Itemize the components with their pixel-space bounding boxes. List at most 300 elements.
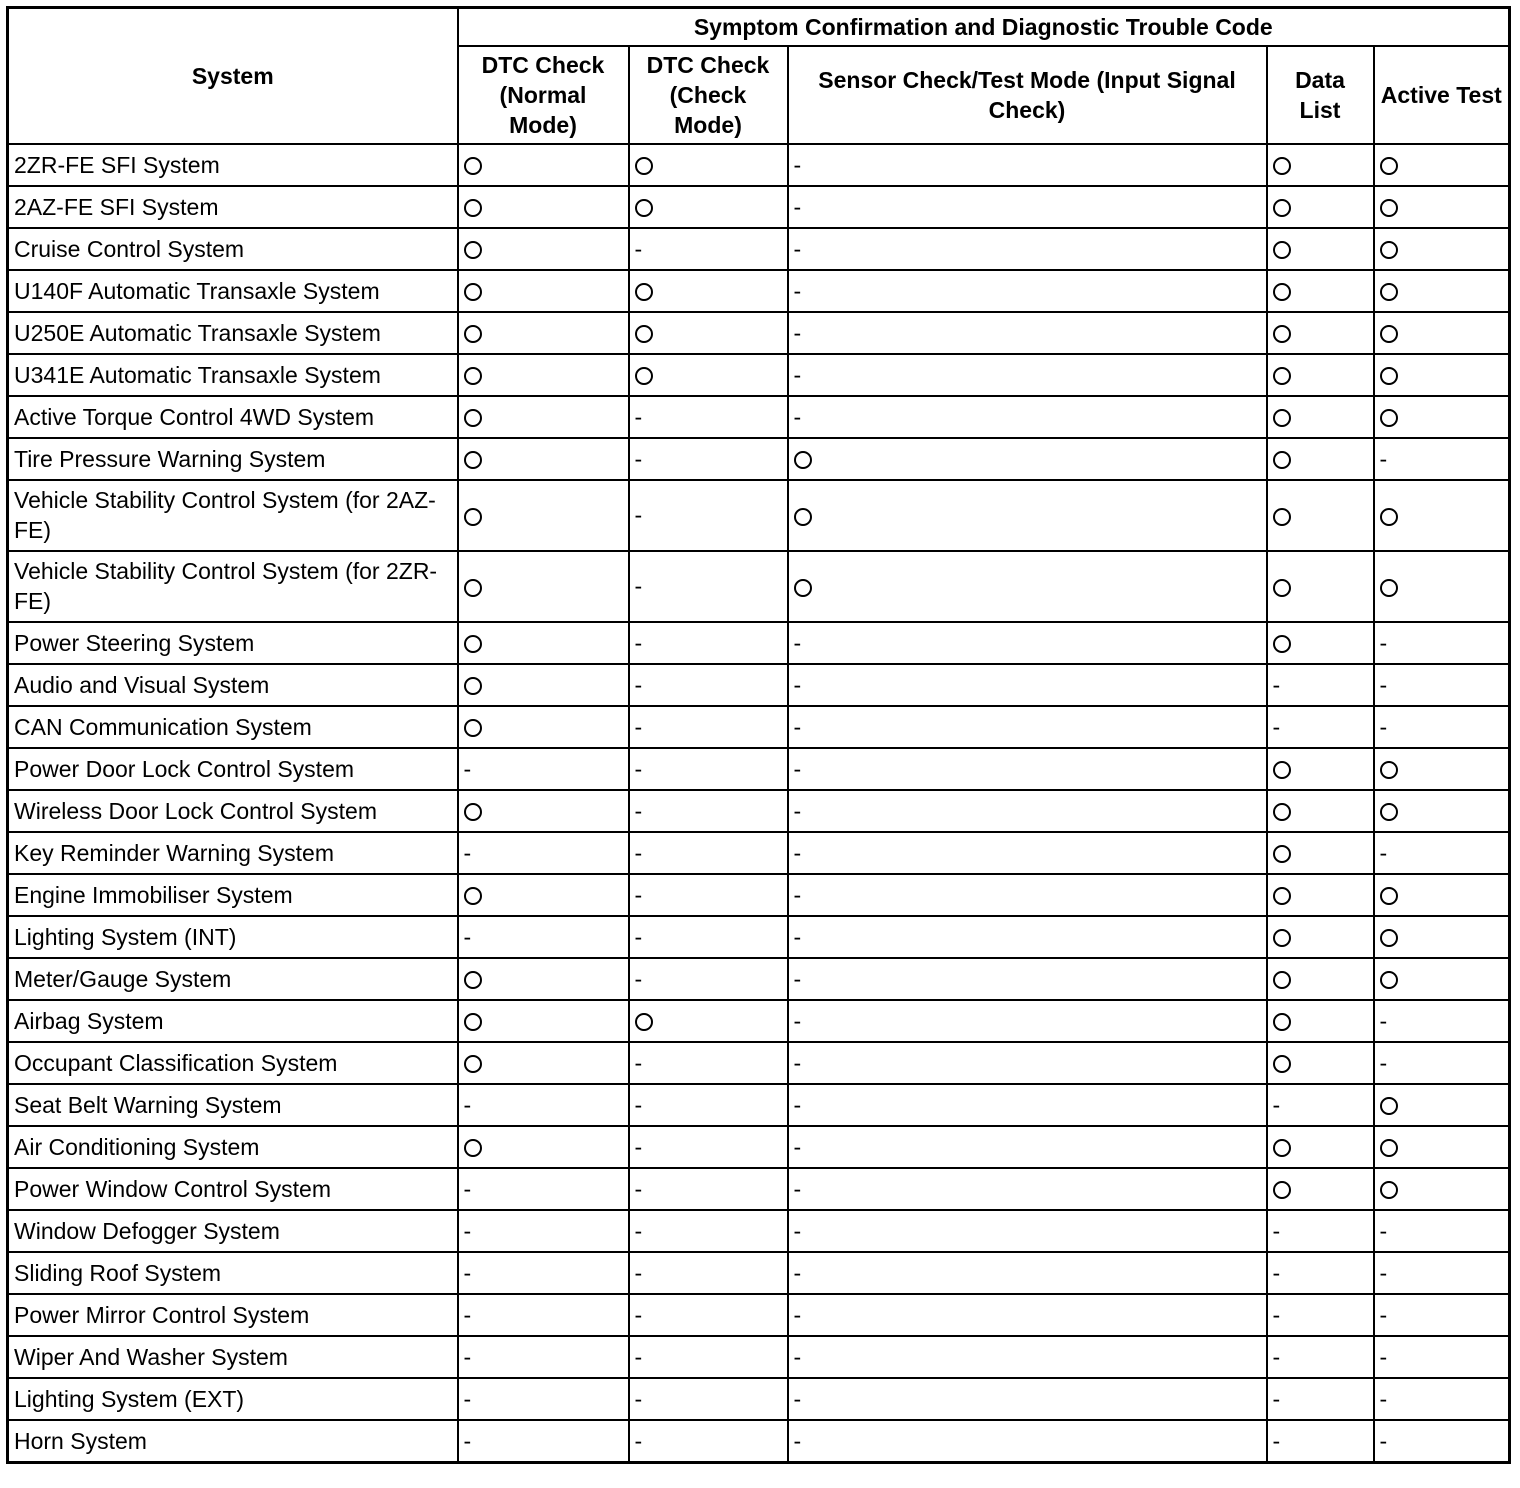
dtc-normal-mode-cell	[458, 1126, 629, 1168]
active-test-cell	[1374, 144, 1510, 186]
system-name-cell: 2AZ-FE SFI System	[8, 186, 458, 228]
table-row	[8, 1252, 1510, 1294]
circle-mark-icon	[1273, 1013, 1291, 1031]
data-list-cell	[1267, 1000, 1374, 1042]
dash-mark: -	[793, 1259, 802, 1286]
system-name-cell: Wireless Door Lock Control System	[8, 790, 458, 832]
dash-mark: -	[793, 1427, 802, 1454]
dtc-normal-mode-cell	[458, 438, 629, 480]
circle-mark-icon	[464, 283, 482, 301]
system-name-cell: Tire Pressure Warning System	[8, 438, 458, 480]
dash-mark: -	[1379, 1301, 1388, 1328]
data-list-cell	[1267, 1378, 1374, 1420]
dash-mark: -	[793, 965, 802, 992]
dash-mark: -	[463, 1427, 472, 1454]
circle-mark-icon	[464, 508, 482, 526]
dash-mark: -	[793, 1133, 802, 1160]
dash-mark: -	[793, 1049, 802, 1076]
dash-mark: -	[634, 839, 643, 866]
circle-mark-icon	[635, 367, 653, 385]
data-list-cell	[1267, 748, 1374, 790]
table-row	[8, 480, 1510, 551]
active-test-cell	[1374, 551, 1510, 622]
dtc-check-mode-cell	[629, 1042, 788, 1084]
data-list-header: Data List	[1267, 46, 1374, 144]
data-list-cell	[1267, 480, 1374, 551]
active-test-cell	[1374, 1042, 1510, 1084]
dash-mark: -	[793, 403, 802, 430]
sensor-check-cell	[788, 1420, 1267, 1463]
sensor-check-cell	[788, 396, 1267, 438]
dash-mark: -	[634, 923, 643, 950]
circle-mark-icon	[1273, 971, 1291, 989]
circle-mark-icon	[464, 325, 482, 343]
dtc-normal-mode-cell	[458, 396, 629, 438]
circle-mark-icon	[464, 719, 482, 737]
dash-mark: -	[463, 1301, 472, 1328]
system-name-cell: Active Torque Control 4WD System	[8, 396, 458, 438]
dash-mark: -	[793, 1007, 802, 1034]
data-list-cell	[1267, 1252, 1374, 1294]
dash-mark: -	[793, 277, 802, 304]
dash-mark: -	[793, 839, 802, 866]
data-list-cell	[1267, 916, 1374, 958]
table-row	[8, 1336, 1510, 1378]
dtc-normal-mode-cell	[458, 186, 629, 228]
data-list-cell	[1267, 706, 1374, 748]
circle-mark-icon	[794, 579, 812, 597]
table-row	[8, 354, 1510, 396]
sensor-check-cell	[788, 1378, 1267, 1420]
table-row	[8, 1378, 1510, 1420]
circle-mark-icon	[635, 1013, 653, 1031]
sensor-check-cell	[788, 664, 1267, 706]
circle-mark-icon	[1273, 241, 1291, 259]
dash-mark: -	[793, 1343, 802, 1370]
dash-mark: -	[793, 193, 802, 220]
sensor-check-cell	[788, 438, 1267, 480]
circle-mark-icon	[464, 579, 482, 597]
data-list-cell	[1267, 790, 1374, 832]
table-row	[8, 312, 1510, 354]
system-name-cell: U341E Automatic Transaxle System	[8, 354, 458, 396]
dtc-normal-mode-cell	[458, 958, 629, 1000]
dtc-check-mode-cell	[629, 551, 788, 622]
dtc-normal-mode-cell	[458, 1042, 629, 1084]
dash-mark: -	[793, 797, 802, 824]
table-row	[8, 748, 1510, 790]
dtc-normal-mode-cell	[458, 664, 629, 706]
sensor-check-cell	[788, 1126, 1267, 1168]
dtc-check-mode-cell	[629, 144, 788, 186]
circle-mark-icon	[1273, 508, 1291, 526]
dash-mark: -	[463, 923, 472, 950]
table-row	[8, 622, 1510, 664]
active-test-cell	[1374, 270, 1510, 312]
data-list-cell	[1267, 1336, 1374, 1378]
data-list-cell	[1267, 1168, 1374, 1210]
active-test-cell	[1374, 1210, 1510, 1252]
active-test-cell	[1374, 1378, 1510, 1420]
dtc-check-mode-cell	[629, 1336, 788, 1378]
table-row	[8, 790, 1510, 832]
circle-mark-icon	[1273, 887, 1291, 905]
circle-mark-icon	[635, 283, 653, 301]
dtc-check-mode-cell	[629, 1084, 788, 1126]
dash-mark: -	[634, 235, 643, 262]
active-test-cell	[1374, 958, 1510, 1000]
dtc-normal-mode-cell	[458, 144, 629, 186]
circle-mark-icon	[1380, 1097, 1398, 1115]
dash-mark: -	[634, 502, 643, 528]
dash-mark: -	[1379, 839, 1388, 866]
table-body	[8, 144, 1510, 1463]
active-test-cell	[1374, 622, 1510, 664]
dtc-normal-mode-cell	[458, 1000, 629, 1042]
system-name-cell: Sliding Roof System	[8, 1252, 458, 1294]
circle-mark-icon	[1273, 1055, 1291, 1073]
active-test-cell	[1374, 228, 1510, 270]
table-row	[8, 396, 1510, 438]
circle-mark-icon	[464, 971, 482, 989]
data-list-cell	[1267, 270, 1374, 312]
dtc-check-mode-cell	[629, 312, 788, 354]
circle-mark-icon	[1380, 409, 1398, 427]
active-test-cell	[1374, 790, 1510, 832]
dtc-normal-mode-cell	[458, 1294, 629, 1336]
dash-mark: -	[793, 235, 802, 262]
dtc-normal-mode-cell	[458, 312, 629, 354]
data-list-cell	[1267, 622, 1374, 664]
system-name-cell: U140F Automatic Transaxle System	[8, 270, 458, 312]
table-row	[8, 664, 1510, 706]
circle-mark-icon	[464, 451, 482, 469]
active-test-cell	[1374, 706, 1510, 748]
table-row	[8, 958, 1510, 1000]
dtc-normal-mode-cell	[458, 832, 629, 874]
dash-mark: -	[793, 1175, 802, 1202]
sensor-check-cell	[788, 186, 1267, 228]
active-test-cell	[1374, 748, 1510, 790]
dash-mark: -	[463, 1343, 472, 1370]
active-test-cell	[1374, 1336, 1510, 1378]
dash-mark: -	[634, 629, 643, 656]
data-list-cell	[1267, 1084, 1374, 1126]
dtc-check-mode-cell	[629, 916, 788, 958]
sensor-check-cell	[788, 1084, 1267, 1126]
system-name-cell: Power Mirror Control System	[8, 1294, 458, 1336]
dtc-normal-mode-cell	[458, 790, 629, 832]
dtc-normal-mode-cell	[458, 228, 629, 270]
data-list-cell	[1267, 312, 1374, 354]
dtc-normal-mode-cell	[458, 1420, 629, 1463]
circle-mark-icon	[1273, 409, 1291, 427]
data-list-cell	[1267, 551, 1374, 622]
dash-mark: -	[793, 671, 802, 698]
system-name-cell: Power Door Lock Control System	[8, 748, 458, 790]
system-name-cell: Horn System	[8, 1420, 458, 1463]
sensor-check-cell	[788, 958, 1267, 1000]
dash-mark: -	[634, 965, 643, 992]
dash-mark: -	[793, 755, 802, 782]
dtc-check-mode-cell	[629, 748, 788, 790]
data-list-cell	[1267, 958, 1374, 1000]
dash-mark: -	[793, 923, 802, 950]
sensor-check-cell	[788, 1210, 1267, 1252]
circle-mark-icon	[464, 1055, 482, 1073]
dash-mark: -	[634, 403, 643, 430]
dtc-check-mode-cell	[629, 706, 788, 748]
dash-mark: -	[1379, 671, 1388, 698]
dash-mark: -	[793, 629, 802, 656]
table-row	[8, 228, 1510, 270]
dtc-check-mode-cell	[629, 270, 788, 312]
system-name-cell: Occupant Classification System	[8, 1042, 458, 1084]
system-name-cell: Power Window Control System	[8, 1168, 458, 1210]
system-name-cell: Key Reminder Warning System	[8, 832, 458, 874]
dash-mark: -	[1272, 1427, 1281, 1454]
table-row	[8, 1168, 1510, 1210]
system-name-cell: Airbag System	[8, 1000, 458, 1042]
dash-mark: -	[634, 671, 643, 698]
system-name-cell: Wiper And Washer System	[8, 1336, 458, 1378]
dash-mark: -	[634, 797, 643, 824]
table-header	[8, 8, 1510, 144]
dtc-normal-mode-cell	[458, 1252, 629, 1294]
active-test-cell	[1374, 1084, 1510, 1126]
circle-mark-icon	[1273, 929, 1291, 947]
system-name-cell: Cruise Control System	[8, 228, 458, 270]
dtc-check-mode-cell	[629, 664, 788, 706]
circle-mark-icon	[1380, 929, 1398, 947]
table-row	[8, 1294, 1510, 1336]
dash-mark: -	[634, 1133, 643, 1160]
dtc-check-mode-cell	[629, 622, 788, 664]
circle-mark-icon	[1273, 803, 1291, 821]
data-list-cell	[1267, 396, 1374, 438]
data-list-cell	[1267, 1126, 1374, 1168]
sensor-check-cell	[788, 874, 1267, 916]
active-test-cell	[1374, 438, 1510, 480]
dash-mark: -	[793, 1301, 802, 1328]
dtc-check-mode-cell	[629, 790, 788, 832]
circle-mark-icon	[1380, 508, 1398, 526]
dash-mark: -	[634, 445, 643, 472]
dash-mark: -	[634, 1175, 643, 1202]
data-list-cell	[1267, 1420, 1374, 1463]
dtc-check-mode-cell	[629, 228, 788, 270]
circle-mark-icon	[464, 367, 482, 385]
table-row	[8, 1210, 1510, 1252]
dash-mark: -	[1379, 1217, 1388, 1244]
dash-mark: -	[1272, 1385, 1281, 1412]
dash-mark: -	[1379, 1259, 1388, 1286]
active-test-cell	[1374, 186, 1510, 228]
dtc-normal-mode-cell	[458, 874, 629, 916]
dash-mark: -	[463, 839, 472, 866]
system-name-cell: Vehicle Stability Control System (for 2AZ-FE)	[8, 480, 458, 551]
circle-mark-icon	[464, 199, 482, 217]
data-list-cell	[1267, 832, 1374, 874]
dash-mark: -	[793, 881, 802, 908]
circle-mark-icon	[464, 1013, 482, 1031]
sensor-check-cell	[788, 1294, 1267, 1336]
circle-mark-icon	[464, 677, 482, 695]
sensor-check-cell	[788, 916, 1267, 958]
dash-mark: -	[1272, 1343, 1281, 1370]
dash-mark: -	[634, 1259, 643, 1286]
dtc-check-mode-cell	[629, 1126, 788, 1168]
dash-mark: -	[1379, 1049, 1388, 1076]
system-column-header: System	[8, 8, 458, 144]
dash-mark: -	[463, 1217, 472, 1244]
circle-mark-icon	[464, 635, 482, 653]
system-name-cell: Vehicle Stability Control System (for 2ZR-FE)	[8, 551, 458, 622]
data-list-cell	[1267, 1210, 1374, 1252]
system-name-cell: U250E Automatic Transaxle System	[8, 312, 458, 354]
sensor-check-cell	[788, 228, 1267, 270]
sensor-check-cell	[788, 622, 1267, 664]
active-test-cell	[1374, 312, 1510, 354]
circle-mark-icon	[1273, 1139, 1291, 1157]
table-row	[8, 706, 1510, 748]
dtc-check-mode-cell	[629, 1378, 788, 1420]
dtc-normal-mode-cell	[458, 706, 629, 748]
dtc-normal-mode-cell	[458, 354, 629, 396]
circle-mark-icon	[635, 325, 653, 343]
dash-mark: -	[1272, 1301, 1281, 1328]
table-row	[8, 1042, 1510, 1084]
table-row	[8, 438, 1510, 480]
data-list-cell	[1267, 186, 1374, 228]
dash-mark: -	[1272, 671, 1281, 698]
dtc-check-mode-cell	[629, 1210, 788, 1252]
system-name-cell: 2ZR-FE SFI System	[8, 144, 458, 186]
system-name-cell: Power Steering System	[8, 622, 458, 664]
dash-mark: -	[634, 1217, 643, 1244]
dash-mark: -	[1379, 713, 1388, 740]
table-row	[8, 1084, 1510, 1126]
sensor-check-header: Sensor Check/Test Mode (Input Signal Check)	[788, 46, 1267, 144]
dtc-check-mode-cell	[629, 1168, 788, 1210]
circle-mark-icon	[794, 451, 812, 469]
circle-mark-icon	[464, 409, 482, 427]
data-list-cell	[1267, 874, 1374, 916]
dtc-check-mode-cell	[629, 354, 788, 396]
dtc-check-mode-cell	[629, 832, 788, 874]
dash-mark: -	[634, 1427, 643, 1454]
dtc-normal-mode-cell	[458, 1168, 629, 1210]
active-test-cell	[1374, 1168, 1510, 1210]
circle-mark-icon	[1273, 845, 1291, 863]
data-list-cell	[1267, 354, 1374, 396]
dash-mark: -	[1272, 713, 1281, 740]
dtc-check-mode-cell	[629, 874, 788, 916]
dash-mark: -	[634, 713, 643, 740]
dash-mark: -	[793, 361, 802, 388]
dash-mark: -	[793, 1091, 802, 1118]
circle-mark-icon	[1380, 803, 1398, 821]
dash-mark: -	[793, 1385, 802, 1412]
circle-mark-icon	[1380, 971, 1398, 989]
dash-mark: -	[463, 1385, 472, 1412]
dash-mark: -	[634, 1091, 643, 1118]
circle-mark-icon	[1273, 1181, 1291, 1199]
data-list-cell	[1267, 664, 1374, 706]
circle-mark-icon	[464, 1139, 482, 1157]
circle-mark-icon	[1273, 199, 1291, 217]
circle-mark-icon	[1273, 579, 1291, 597]
dash-mark: -	[634, 1301, 643, 1328]
active-test-cell	[1374, 664, 1510, 706]
data-list-cell	[1267, 228, 1374, 270]
dash-mark: -	[793, 151, 802, 178]
circle-mark-icon	[1380, 579, 1398, 597]
circle-mark-icon	[1273, 367, 1291, 385]
dash-mark: -	[1379, 629, 1388, 656]
active-test-cell	[1374, 1420, 1510, 1463]
dtc-normal-mode-cell	[458, 748, 629, 790]
dash-mark: -	[1272, 1217, 1281, 1244]
dtc-check-mode-cell	[629, 1252, 788, 1294]
dash-mark: -	[463, 1175, 472, 1202]
dash-mark: -	[634, 573, 643, 599]
system-name-cell: Seat Belt Warning System	[8, 1084, 458, 1126]
dash-mark: -	[634, 1049, 643, 1076]
sensor-check-cell	[788, 1042, 1267, 1084]
circle-mark-icon	[464, 241, 482, 259]
active-test-cell	[1374, 396, 1510, 438]
system-name-cell: Window Defogger System	[8, 1210, 458, 1252]
system-name-cell: Meter/Gauge System	[8, 958, 458, 1000]
dash-mark: -	[793, 1217, 802, 1244]
data-list-cell	[1267, 438, 1374, 480]
sensor-check-cell	[788, 790, 1267, 832]
table-row	[8, 551, 1510, 622]
circle-mark-icon	[1273, 283, 1291, 301]
data-list-cell	[1267, 1294, 1374, 1336]
dtc-normal-mode-cell	[458, 1210, 629, 1252]
sensor-check-cell	[788, 551, 1267, 622]
circle-mark-icon	[635, 157, 653, 175]
dash-mark: -	[634, 1343, 643, 1370]
dash-mark: -	[793, 713, 802, 740]
circle-mark-icon	[794, 508, 812, 526]
dash-mark: -	[1379, 1427, 1388, 1454]
dash-mark: -	[634, 1385, 643, 1412]
sensor-check-cell	[788, 832, 1267, 874]
table-row	[8, 186, 1510, 228]
sensor-check-cell	[788, 1000, 1267, 1042]
dash-mark: -	[463, 1091, 472, 1118]
dtc-check-mode-cell	[629, 396, 788, 438]
circle-mark-icon	[1380, 1181, 1398, 1199]
dash-mark: -	[1272, 1091, 1281, 1118]
circle-mark-icon	[1380, 199, 1398, 217]
dtc-check-mode-cell	[629, 1000, 788, 1042]
circle-mark-icon	[464, 803, 482, 821]
circle-mark-icon	[1380, 367, 1398, 385]
circle-mark-icon	[1380, 157, 1398, 175]
sensor-check-cell	[788, 312, 1267, 354]
dtc-check-mode-cell	[629, 1294, 788, 1336]
table-row	[8, 1000, 1510, 1042]
dtc-normal-mode-cell	[458, 622, 629, 664]
dtc-normal-mode-cell	[458, 1084, 629, 1126]
table-row	[8, 1420, 1510, 1463]
table-row	[8, 916, 1510, 958]
dtc-normal-mode-cell	[458, 916, 629, 958]
